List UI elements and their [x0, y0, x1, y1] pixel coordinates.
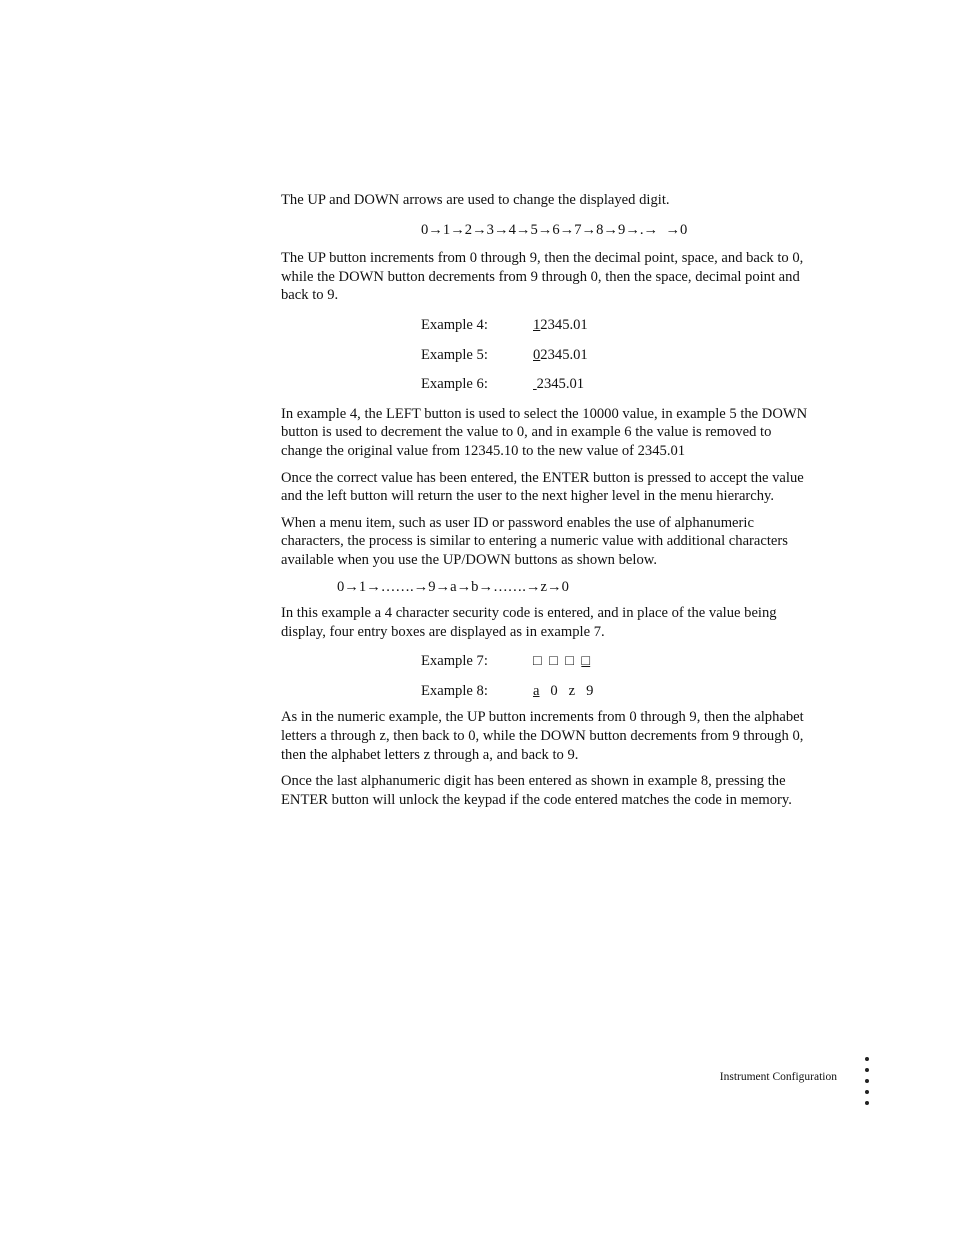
alphanumeric-sequence: 0→1→…….→9→a→b→…….→z→0 [337, 578, 569, 595]
example-4-label: Example 4: [421, 316, 488, 333]
example-4-rest: 2345.01 [540, 316, 588, 333]
example-5-rest: 2345.01 [540, 346, 588, 363]
example-7-boxes: □ □ □ [533, 653, 582, 670]
enter-button-paragraph: Once the correct value has been entered, the ENTER button is pressed to accept the value and the left button will return the user to the next higher level in the menu hierarchy. [281, 469, 804, 505]
example-4-cursor-digit: 1 [533, 316, 541, 333]
example-7-cursor-box: □ [581, 653, 591, 670]
alphanumeric-paragraph: When a menu item, such as user ID or password enables the use of alphanumeric characters, the process is similar to entering a numeric value with additional characters available when you use the UP/DOWN buttons as shown below. [281, 514, 788, 568]
up-down-paragraph: The UP button increments from 0 through 9, then the decimal point, space, and back to 0, while the DOWN button decrements from 9 through 0, then the space, decimal point and back to 9. [281, 250, 804, 304]
example-8-label: Example 8: [421, 682, 488, 699]
footer-section-title: Instrument Configuration [719, 1071, 837, 1083]
intro-paragraph: The UP and DOWN arrows are used to change the displayed digit. [281, 192, 670, 208]
unlock-paragraph: Once the last alphanumeric digit has been entered as shown in example 8, pressing the ENTER button will unlock the keypad if the code entered matches the code in memory. [281, 773, 792, 808]
example-5-label: Example 5: [421, 346, 488, 363]
left-button-paragraph: In example 4, the LEFT button is used to select the 10000 value, in example 5 the DOWN button is used to decrement the value to 0, and in example 6 the value is removed to change the original value from 12345.10 to the new value of 2345.01 [281, 405, 808, 459]
example-8-cursor-char: a [533, 682, 540, 699]
numeric-sequence: 0→1→2→3→4→5→6→7→8→9→.→ →0 [421, 221, 688, 238]
dot-icon [865, 1068, 869, 1072]
example-8 [281, 682, 816, 701]
dot-icon [865, 1079, 869, 1083]
example-4-value [533, 316, 588, 335]
example-7-label: Example 7: [421, 653, 488, 670]
example-6 [281, 375, 816, 394]
example-6-value [533, 375, 584, 394]
dot-icon [865, 1101, 869, 1105]
security-code-paragraph: In this example a 4 character security code is entered, and in place of the value being display, four entry boxes are displayed as in example 7. [281, 605, 777, 640]
example-6-rest: 2345.01 [536, 376, 585, 393]
example-7-value [533, 652, 590, 671]
example-5-value [533, 346, 588, 365]
example-8-rest: 0 z 9 [539, 682, 594, 699]
alphanumeric-up-down-paragraph: As in the numeric example, the UP button increments from 0 through 9, then the alphabet letters a through z, then back to 0, while the DOWN button decrements from 9 through 0, then the alphabet letters z through a, and back to 9. [281, 709, 804, 763]
page-content [281, 191, 816, 809]
example-8-value [533, 682, 593, 701]
dot-icon [865, 1090, 869, 1094]
example-6-label: Example 6: [421, 376, 488, 393]
example-5-cursor-digit: 0 [533, 346, 541, 363]
example-5 [281, 346, 816, 365]
example-7 [281, 652, 816, 671]
dot-icon [865, 1057, 869, 1061]
example-4 [281, 316, 816, 335]
page-edge-dots [865, 1057, 871, 1112]
